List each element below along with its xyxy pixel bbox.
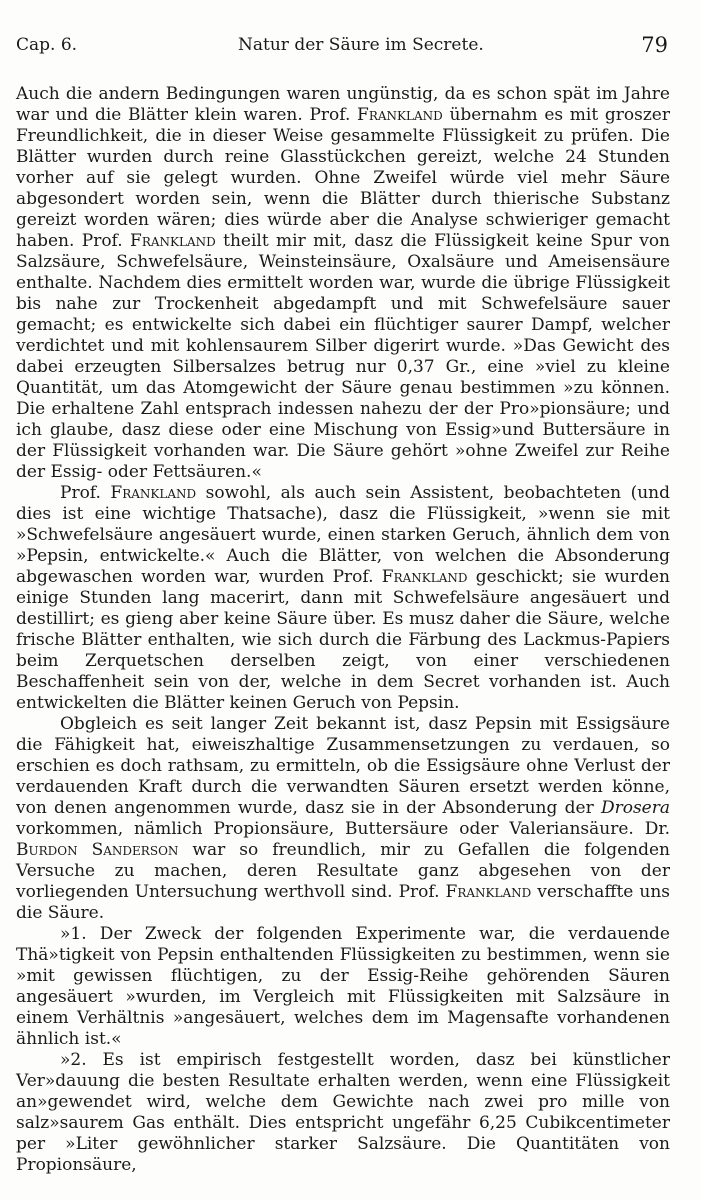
text-run: sowohl, als auch sein Assistent, beobachteten (und dies ist eine wichtige Thatsache), dasz die Flüssigkeit, »wenn sie mit »Schwefelsäure angesäuert wurde, einen starken Geruch, ähnlich dem von »Pepsin, entwickelte.« Auch die Blätter, von welchen die Absonderung abgewaschen worden war, wurden Prof.	[16, 483, 671, 587]
page-body	[16, 84, 670, 1176]
page-header	[16, 33, 668, 59]
paragraph-2	[16, 483, 670, 714]
text-run: übernahm es mit groszer Freundlichkeit, die in dieser Weise gesammelte Flüssigkeit zu prüfen. Die Blätter wurden durch reine Glasstückchen gereizt, welche 24 Stunden vorher auf sie gelegt wurden. Ohne Zweifel würde viel mehr Säure abgesondert worden sein, wenn die Blätter durch thierische Substanz gereizt worden wären; dies würde aber die Analyse schwieriger gemacht haben. Prof.	[16, 105, 670, 251]
page-number: 79	[641, 33, 668, 57]
text-run: theilt mir mit, dasz die Flüssigkeit keine Spur von Salzsäure, Schwefelsäure, Weinsteinsäure, Oxalsäure und Ameisensäure enthalte. Nachdem dies ermittelt worden war, wurde die übrige Flüssigkeit bis nahe zur Trockenheit abgedampft und mit Schwefelsäure sauer gemacht; es entwickelte sich dabei ein flüchtiger saurer Dampf, welcher verdichtet und mit kohlensaurem Silber digerirt wurde. »Das Gewicht des dabei erzeugten Silbersalzes betrug nur 0,37 Gr., eine »viel zu kleine Quantität, um das Atomgewicht der Säure genau bestimmen »zu können. Die erhaltene Zahl entsprach indessen nahezu der der Pro»pionsäure; und ich glaube, dasz diese oder eine Mischung von Essig»und Buttersäure in der Flüssigkeit vorhanden war. Die Säure gehört »ohne Zweifel zur Reihe der Essig- oder Fettsäuren.«	[16, 231, 671, 482]
author-name: Frankland	[130, 231, 216, 251]
text-run: vorkommen, nämlich Propionsäure, Buttersäure oder Valeriansäure. Dr.	[16, 819, 670, 839]
genus-name: Drosera	[600, 798, 670, 818]
text-run: geschickt; sie wurden einige Stunden lang macerirt, dann mit Schwefelsäure angesäuert und destillirt; es gieng aber keine Säure über. Es musz daher die Säure, welche frische Blätter enthalten, wie sich durch die Färbung des Lackmus-Papiers beim Zerquetschen derselben zeigt, von einer verschiedenen Beschaffenheit sein von der, welche in dem Secret vorhanden ist. Auch entwickelten die Blätter keinen Geruch von Pepsin.	[16, 567, 671, 713]
author-name: Burdon Sanderson	[16, 840, 179, 860]
author-name: Frankland	[357, 105, 443, 125]
paragraph-3	[16, 714, 670, 924]
running-title: Natur der Säure im Secrete.	[238, 35, 484, 55]
chapter-label: Cap. 6.	[16, 35, 78, 55]
author-name: Frankland	[381, 567, 468, 587]
text-run: Prof.	[60, 483, 111, 503]
text-run: Auch die andern Bedingungen waren ungünstig, da es schon spät im Jahre war und die Blätter klein waren. Prof.	[16, 84, 670, 125]
author-name: Frankland	[110, 483, 197, 503]
text-run: war so freundlich, mir zu Gefallen die folgenden Versuche zu machen, deren Resultate ganz abgesehen von der vorliegenden Untersuchung werthvoll sind. Prof.	[16, 840, 670, 902]
paragraph-1	[16, 84, 670, 483]
paragraph-4: »1. Der Zweck der folgenden Experimente war, die verdauende Thä»tigkeit von Pepsin enthaltenden Flüssigkeiten zu bestimmen, wenn sie »mit gewissen flüchtigen, zu der Essig-Reihe gehörenden Säuren angesäuert »wurden, im Vergleich mit Flüssigkeiten mit Salzsäure in einem Verhältnis »angesäuert, welches dem im Magensafte vorhandenen ähnlich ist.«	[16, 924, 670, 1049]
author-name: Frankland	[445, 882, 532, 902]
text-run: Obgleich es seit langer Zeit bekannt ist, dasz Pepsin mit Essigsäure die Fähigkeit hat, eiweiszhaltige Zusammensetzungen zu verdauen, so erschien es doch rathsam, zu ermitteln, ob die Essigsäure ohne Verlust der verdauenden Kraft durch die verwandten Säuren ersetzt werden könne, von denen angenommen wurde, dasz sie in der Absonderung der	[16, 714, 670, 818]
paragraph-5: »2. Es ist empirisch festgestellt worden, dasz bei künstlicher Ver»dauung die besten Resultate erhalten werden, wenn eine Flüssigkeit an»gewendet wird, welche dem Gewichte nach zwei pro mille von salz»saurem Gas enthält. Dies entspricht ungefähr 6,25 Cubikcentimeter per »Liter gewöhnlicher starker Salzsäure. Die Quantitäten von Propionsäure,	[16, 1050, 670, 1175]
text-run: verschaffte uns die Säure.	[16, 882, 671, 923]
